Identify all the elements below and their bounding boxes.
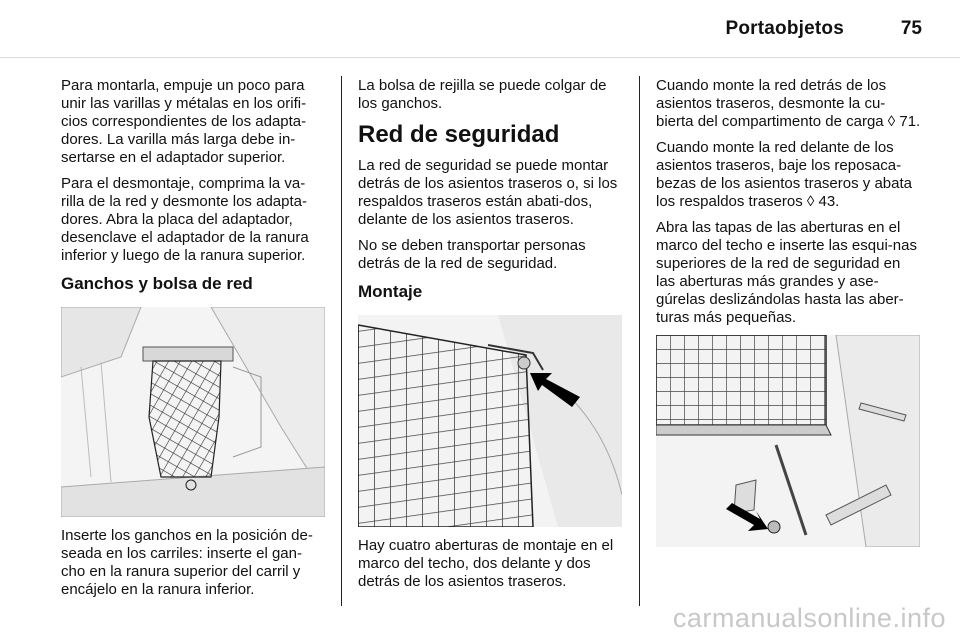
- header-divider: [0, 57, 960, 58]
- paragraph: La bolsa de rejilla se puede colgar de los ganchos.: [358, 77, 607, 112]
- paragraph: Abra las tapas de las aberturas en el marco del techo e inserte las esqui-nas superiores de la red de seguridad en las aberturas más grandes y ase-gúrelas deslizándolas hasta las aber-turas más pequeñas.: [656, 219, 917, 326]
- safety-net-mounting-illustration: [358, 315, 622, 527]
- paragraph: Cuando monte la red delante de los asientos traseros, baje los reposaca-bezas de los asientos traseros y abata los respaldos traseros ◊ 43.: [656, 139, 912, 210]
- watermark: carmanualsonline.info: [672, 603, 946, 633]
- column-divider: [639, 76, 640, 606]
- page-number: 75: [900, 18, 922, 39]
- column-3: [656, 77, 922, 557]
- net-fastening-illustration: [656, 335, 920, 547]
- section-heading: Montaje: [358, 282, 423, 301]
- paragraph: Hay cuatro aberturas de montaje en el marco del techo, dos delante y dos detrás de los asientos traseros.: [358, 537, 614, 590]
- section-heading: Ganchos y bolsa de red: [61, 274, 253, 293]
- section-title: Red de seguridad: [358, 121, 560, 148]
- cargo-net-bag-illustration: [61, 307, 325, 517]
- paragraph: Inserte los ganchos en la posición de-seada en los carriles: inserte el gan-cho en la ranura superior del carril y encájelo en la ranura inferior.: [61, 527, 313, 598]
- paragraph: La red de seguridad se puede montar detrás de los asientos traseros o, si los respaldos traseros están abati-dos, delante de los asientos traseros.: [358, 157, 618, 228]
- paragraph: Para montarla, empuje un poco para unir las varillas y métalas en los orifi-cios correspondientes de los adapta-dores. La varilla más larga debe in-sertarse en el adaptador superior.: [61, 77, 307, 166]
- column-1: [61, 77, 326, 607]
- paragraph: No se deben transportar personas detrás de la red de seguridad.: [358, 237, 586, 272]
- paragraph: Cuando monte la red detrás de los asientos traseros, desmonte la cu-bierta del compartimento de carga ◊ 71.: [656, 77, 921, 130]
- paragraph: Para el desmontaje, comprima la va-rilla de la red y desmonte los adapta-dores. Abra la placa del adaptador, desenclave el adaptador de la ranura inferior y luego de la ranura superior.: [61, 175, 309, 264]
- page-header-title: Portaobjetos: [725, 18, 844, 39]
- column-divider: [341, 76, 342, 606]
- column-2: [358, 77, 623, 599]
